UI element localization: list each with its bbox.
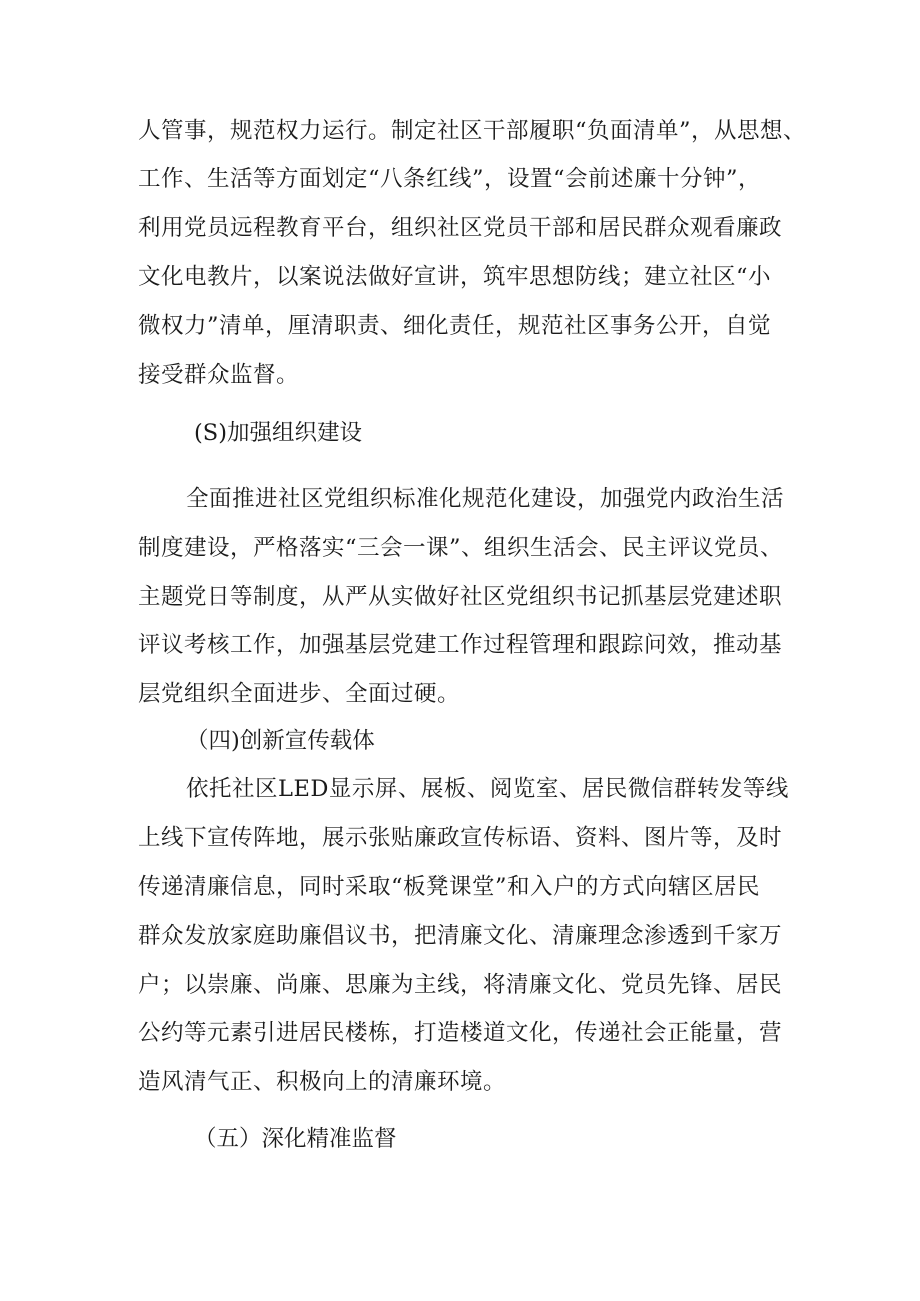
- paragraph-3-line-2: 上线下宣传阵地，展示张贴廉政宣传标语、资料、图片等，及时: [138, 825, 783, 851]
- section-heading-5: （五）深化精准监督: [194, 1126, 397, 1152]
- paragraph-3-line-4: 群众发放家庭助廉倡议书，把清廉文化、清廉理念渗透到千家万: [138, 923, 783, 949]
- paragraph-1-line-3: 利用党员远程教育平台，组织社区党员干部和居民群众观看廉政: [138, 215, 783, 241]
- section-heading-3: (S)加强组织建设: [194, 420, 362, 446]
- paragraph-2-line-2: 制度建设，严格落实“三会一课”、组织生活会、民主评议党员、: [138, 535, 784, 561]
- paragraph-3-line-5: 户；以崇廉、尚廉、思廉为主线，将清廉文化、党员先锋、居民: [138, 972, 783, 998]
- paragraph-1-line-2: 工作、生活等方面划定“八条红线”，设置“会前述廉十分钟”，: [138, 166, 762, 192]
- paragraph-2-line-3: 主题党日等制度，从严从实做好社区党组织书记抓基层党建述职: [138, 584, 783, 610]
- paragraph-1-line-6: 接受群众监督。: [138, 362, 300, 388]
- paragraph-2-line-1: 全面推进社区党组织标准化规范化建设，加强党内政治生活: [186, 486, 785, 512]
- paragraph-3-line-3: 传递清廉信息，同时采取“板凳课堂”和入户的方式向辖区居民: [138, 874, 761, 900]
- paragraph-1-line-4: 文化电教片，以案说法做好宣讲，筑牢思想防线；建立社区“小: [138, 264, 772, 290]
- paragraph-3-line-7: 造风清气正、积极向上的清廉环境。: [138, 1069, 507, 1095]
- paragraph-2-line-5: 层党组织全面进步、全面过硬。: [138, 681, 461, 707]
- paragraph-2-line-4: 评议考核工作，加强基层党建工作过程管理和跟踪问效，推动基: [138, 632, 783, 658]
- paragraph-3-line-1: 依托社区LED显示屏、展板、阅览室、居民微信群转发等线: [186, 776, 789, 802]
- paragraph-1-line-1: 人管事，规范权力运行。制定社区干部履职“负面清单”，从思想、: [138, 118, 807, 144]
- section-heading-4: （四)创新宣传载体: [186, 728, 375, 754]
- paragraph-1-line-5: 微权力”清单，厘清职责、细化责任，规范社区事务公开，自觉: [138, 313, 772, 339]
- paragraph-3-line-6: 公约等元素引进居民楼栋，打造楼道文化，传递社会正能量，营: [138, 1020, 783, 1046]
